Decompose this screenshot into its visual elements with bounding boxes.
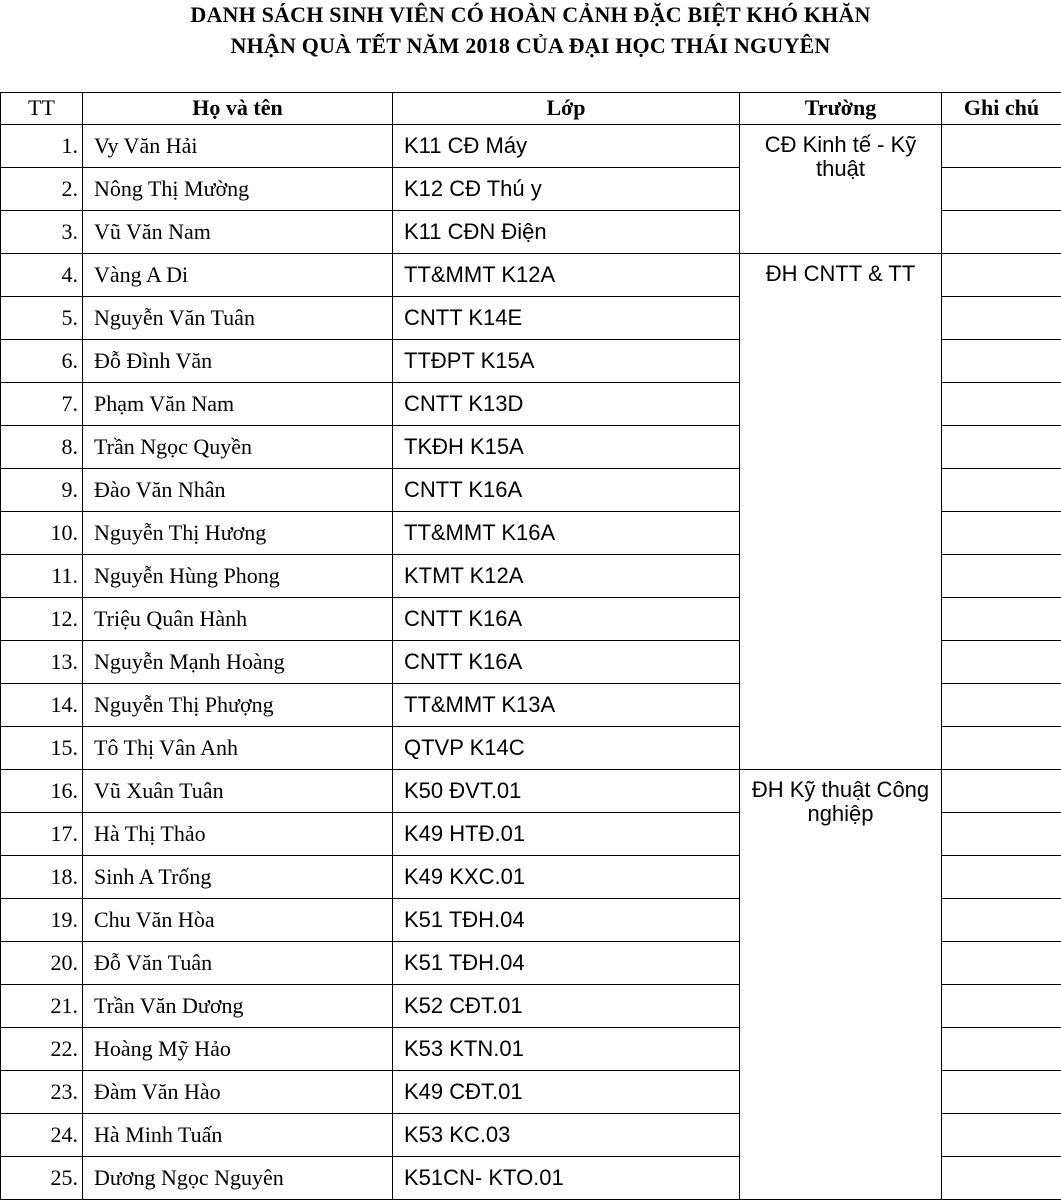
- row-number: 16.: [1, 770, 83, 813]
- note-cell: [942, 254, 1061, 297]
- student-class: K50 ĐVT.01: [393, 770, 740, 813]
- note-cell: [942, 985, 1061, 1028]
- row-number: 18.: [1, 856, 83, 899]
- row-number: 17.: [1, 813, 83, 856]
- student-name: Vũ Văn Nam: [83, 211, 393, 254]
- school-name: CĐ Kinh tế - Kỹ thuật: [740, 125, 942, 254]
- school-name: ĐH CNTT & TT: [740, 254, 942, 770]
- student-name: Vũ Xuân Tuân: [83, 770, 393, 813]
- student-class: QTVP K14C: [393, 727, 740, 770]
- student-class: K52 CĐT.01: [393, 985, 740, 1028]
- header-school: Trường: [740, 93, 942, 125]
- student-name: Tô Thị Vân Anh: [83, 727, 393, 770]
- student-class: CNTT K14E: [393, 297, 740, 340]
- school-name: ĐH Kỹ thuật Công nghiệp: [740, 770, 942, 1200]
- row-number: 25.: [1, 1157, 83, 1200]
- student-class: K53 KTN.01: [393, 1028, 740, 1071]
- header-note: Ghi chú: [942, 93, 1061, 125]
- note-cell: [942, 469, 1061, 512]
- row-number: 19.: [1, 899, 83, 942]
- note-cell: [942, 512, 1061, 555]
- note-cell: [942, 856, 1061, 899]
- note-cell: [942, 340, 1061, 383]
- row-number: 7.: [1, 383, 83, 426]
- student-class: K49 HTĐ.01: [393, 813, 740, 856]
- student-name: Nguyễn Mạnh Hoàng: [83, 641, 393, 684]
- student-name: Triệu Quân Hành: [83, 598, 393, 641]
- student-name: Hà Thị Thảo: [83, 813, 393, 856]
- row-number: 13.: [1, 641, 83, 684]
- note-cell: [942, 125, 1061, 168]
- row-number: 23.: [1, 1071, 83, 1114]
- note-cell: [942, 297, 1061, 340]
- student-name: Đào Văn Nhân: [83, 469, 393, 512]
- row-number: 8.: [1, 426, 83, 469]
- student-class: TKĐH K15A: [393, 426, 740, 469]
- student-name: Nguyễn Thị Phượng: [83, 684, 393, 727]
- student-class: K49 KXC.01: [393, 856, 740, 899]
- row-number: 15.: [1, 727, 83, 770]
- student-class: KTMT K12A: [393, 555, 740, 598]
- student-class: CNTT K16A: [393, 641, 740, 684]
- student-class: K53 KC.03: [393, 1114, 740, 1157]
- student-class: TT&MMT K12A: [393, 254, 740, 297]
- document-title-line-2: NHẬN QUÀ TẾT NĂM 2018 CỦA ĐẠI HỌC THÁI NGUYÊN: [230, 33, 831, 58]
- student-name: Sinh A Trống: [83, 856, 393, 899]
- row-number: 22.: [1, 1028, 83, 1071]
- student-name: Đỗ Văn Tuân: [83, 942, 393, 985]
- row-number: 6.: [1, 340, 83, 383]
- document-title-line-1: DANH SÁCH SINH VIÊN CÓ HOÀN CẢNH ĐẶC BIỆT KHÓ KHĂN: [190, 2, 871, 27]
- student-class: K11 CĐN Điện: [393, 211, 740, 254]
- row-number: 2.: [1, 168, 83, 211]
- student-name: Nguyễn Văn Tuân: [83, 297, 393, 340]
- row-number: 20.: [1, 942, 83, 985]
- note-cell: [942, 426, 1061, 469]
- student-name: Đàm Văn Hào: [83, 1071, 393, 1114]
- student-class: K51 TĐH.04: [393, 942, 740, 985]
- student-name: Đỗ Đình Văn: [83, 340, 393, 383]
- student-class: CNTT K16A: [393, 598, 740, 641]
- student-class: K12 CĐ Thú y: [393, 168, 740, 211]
- header-name: Họ và tên: [83, 93, 393, 125]
- note-cell: [942, 641, 1061, 684]
- row-number: 11.: [1, 555, 83, 598]
- header-tt: TT: [1, 93, 83, 125]
- table-row: [1, 770, 1061, 813]
- header-class: Lớp: [393, 93, 740, 125]
- note-cell: [942, 168, 1061, 211]
- note-cell: [942, 1157, 1061, 1200]
- student-name: Nông Thị Mường: [83, 168, 393, 211]
- note-cell: [942, 598, 1061, 641]
- student-name: Chu Văn Hòa: [83, 899, 393, 942]
- student-class: K11 CĐ Máy: [393, 125, 740, 168]
- student-class: CNTT K13D: [393, 383, 740, 426]
- student-class: K51 TĐH.04: [393, 899, 740, 942]
- student-name: Phạm Văn Nam: [83, 383, 393, 426]
- student-class: TT&MMT K16A: [393, 512, 740, 555]
- student-class: K49 CĐT.01: [393, 1071, 740, 1114]
- note-cell: [942, 555, 1061, 598]
- student-name: Nguyễn Thị Hương: [83, 512, 393, 555]
- table-body: [1, 125, 1061, 1200]
- note-cell: [942, 727, 1061, 770]
- note-cell: [942, 211, 1061, 254]
- row-number: 5.: [1, 297, 83, 340]
- note-cell: [942, 942, 1061, 985]
- table-header-row: [1, 93, 1061, 125]
- student-name: Dương Ngọc Nguyên: [83, 1157, 393, 1200]
- table-row: [1, 125, 1061, 168]
- student-class: CNTT K16A: [393, 469, 740, 512]
- row-number: 21.: [1, 985, 83, 1028]
- row-number: 14.: [1, 684, 83, 727]
- student-name: Vy Văn Hải: [83, 125, 393, 168]
- student-name: Trần Ngọc Quyền: [83, 426, 393, 469]
- row-number: 4.: [1, 254, 83, 297]
- student-name: Trần Văn Dương: [83, 985, 393, 1028]
- row-number: 9.: [1, 469, 83, 512]
- row-number: 24.: [1, 1114, 83, 1157]
- note-cell: [942, 899, 1061, 942]
- row-number: 3.: [1, 211, 83, 254]
- note-cell: [942, 813, 1061, 856]
- row-number: 10.: [1, 512, 83, 555]
- row-number: 12.: [1, 598, 83, 641]
- note-cell: [942, 1114, 1061, 1157]
- table-row: [1, 254, 1061, 297]
- student-name: Nguyễn Hùng Phong: [83, 555, 393, 598]
- note-cell: [942, 383, 1061, 426]
- student-class: TTĐPT K15A: [393, 340, 740, 383]
- note-cell: [942, 770, 1061, 813]
- student-class: TT&MMT K13A: [393, 684, 740, 727]
- student-class: K51CN- KTO.01: [393, 1157, 740, 1200]
- note-cell: [942, 1028, 1061, 1071]
- student-name: Hoàng Mỹ Hảo: [83, 1028, 393, 1071]
- student-name: Hà Minh Tuấn: [83, 1114, 393, 1157]
- student-name: Vàng A Di: [83, 254, 393, 297]
- student-list-table: [0, 92, 1061, 1200]
- row-number: 1.: [1, 125, 83, 168]
- note-cell: [942, 684, 1061, 727]
- note-cell: [942, 1071, 1061, 1114]
